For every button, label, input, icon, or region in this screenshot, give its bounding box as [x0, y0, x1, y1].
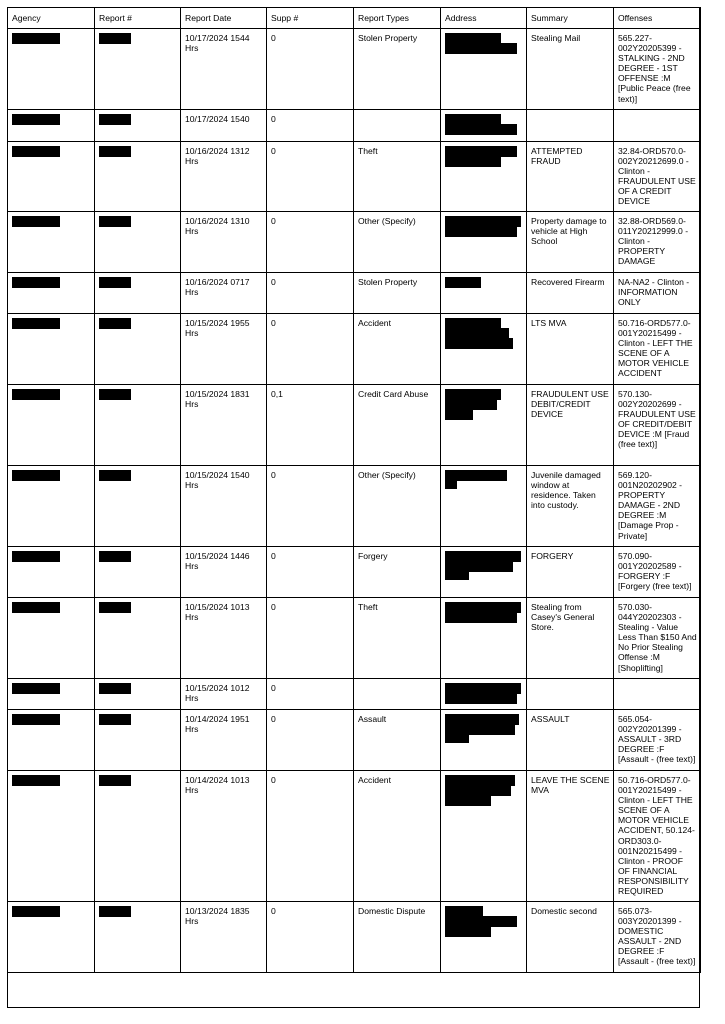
cell-offenses — [614, 547, 701, 598]
report-date-text: 10/17/2024 1540 — [185, 114, 250, 124]
offenses-text: 32.84-ORD570.0-002Y20212699.0 - Clinton - FRAUDULENT USE OF A CREDIT DEVICE — [618, 146, 696, 207]
cell-summary — [527, 547, 614, 598]
cell-summary — [527, 466, 614, 547]
cell-report-date — [181, 273, 267, 314]
cell-supp-number — [267, 710, 354, 771]
offenses-text: 32.88-ORD569.0-011Y20212999.0 - Clinton - PROPERTY DAMAGE — [618, 216, 689, 267]
address-redaction — [445, 146, 523, 167]
cell-offenses — [614, 29, 701, 110]
table-row — [8, 273, 701, 314]
report-type-text: Other (Specify) — [358, 216, 416, 226]
cell-report-date — [181, 902, 267, 973]
cell-agency — [8, 547, 95, 598]
offenses-text: 50.716-ORD577.0-001Y20215499 - Clinton - LEFT THE SCENE OF A MOTOR VEHICLE ACCIDENT — [618, 318, 693, 379]
report-type-text: Forgery — [358, 551, 388, 561]
cell-agency — [8, 598, 95, 679]
report-type-text: Stolen Property — [358, 277, 418, 287]
cell-report-type — [354, 679, 441, 710]
cell-agency — [8, 385, 95, 466]
cell-supp-number — [267, 547, 354, 598]
summary-text: Stealing Mail — [531, 33, 581, 43]
report-number-redaction — [99, 602, 131, 613]
report-date-text: 10/16/2024 1310 Hrs — [185, 216, 250, 237]
cell-address — [441, 29, 527, 110]
redaction-bar — [445, 926, 491, 937]
agency-redaction — [12, 277, 60, 288]
cell-address — [441, 547, 527, 598]
supp-number-text: 0,1 — [271, 389, 283, 399]
cell-report-type — [354, 212, 441, 273]
table-row — [8, 314, 701, 385]
cell-report-date — [181, 142, 267, 212]
redaction-bar — [445, 480, 457, 489]
address-redaction — [445, 277, 523, 288]
report-number-redaction — [99, 277, 131, 288]
cell-summary — [527, 110, 614, 142]
supp-number-text: 0 — [271, 470, 276, 480]
agency-redaction — [12, 114, 60, 125]
cell-report-number — [95, 314, 181, 385]
col-header-agency: Agency — [8, 8, 95, 29]
report-date-text: 10/15/2024 1012 Hrs — [185, 683, 250, 704]
cell-summary — [527, 142, 614, 212]
cell-report-date — [181, 212, 267, 273]
cell-agency — [8, 466, 95, 547]
cell-report-date — [181, 110, 267, 142]
summary-text: Domestic second — [531, 906, 597, 916]
cell-address — [441, 710, 527, 771]
cell-report-number — [95, 902, 181, 973]
cell-summary — [527, 314, 614, 385]
cell-report-date — [181, 547, 267, 598]
supp-number-text: 0 — [271, 714, 276, 724]
cell-report-date — [181, 679, 267, 710]
cell-report-number — [95, 710, 181, 771]
report-number-redaction — [99, 33, 131, 44]
cell-supp-number — [267, 273, 354, 314]
report-number-redaction — [99, 146, 131, 157]
cell-offenses — [614, 212, 701, 273]
report-type-text: Other (Specify) — [358, 470, 416, 480]
cell-agency — [8, 212, 95, 273]
cell-report-number — [95, 142, 181, 212]
report-date-text: 10/15/2024 1540 Hrs — [185, 470, 250, 491]
report-number-redaction — [99, 389, 131, 400]
summary-text: Recovered Firearm — [531, 277, 605, 287]
agency-redaction — [12, 602, 60, 613]
cell-agency — [8, 679, 95, 710]
redaction-bar — [445, 795, 491, 806]
cell-report-number — [95, 110, 181, 142]
cell-report-date — [181, 710, 267, 771]
table-row — [8, 142, 701, 212]
offenses-text: 570.090-001Y20202589 - FORGERY :F [Forgery (free text)] — [618, 551, 692, 592]
summary-text: LEAVE THE SCENE MVA — [531, 775, 610, 796]
report-table — [7, 7, 701, 973]
report-type-text: Credit Card Abuse — [358, 389, 429, 399]
cell-report-date — [181, 466, 267, 547]
col-header-summary: Summary — [527, 8, 614, 29]
agency-redaction — [12, 318, 60, 329]
address-redaction — [445, 551, 523, 580]
offenses-text: 570.030-044Y20202303 - Stealing - Value Less Than $150 And No Prior Stealing Offense :M [Shoplifting] — [618, 602, 697, 673]
report-date-text: 10/14/2024 1951 Hrs — [185, 714, 250, 735]
cell-report-type — [354, 385, 441, 466]
agency-redaction — [12, 146, 60, 157]
report-number-redaction — [99, 714, 131, 725]
cell-address — [441, 598, 527, 679]
agency-redaction — [12, 216, 60, 227]
summary-text: FRAUDULENT USE DEBIT/CREDIT DEVICE — [531, 389, 609, 420]
cell-report-number — [95, 29, 181, 110]
cell-supp-number — [267, 902, 354, 973]
cell-report-type — [354, 110, 441, 142]
supp-number-text: 0 — [271, 318, 276, 328]
offenses-text: 50.716-ORD577.0-001Y20215499 - Clinton - LEFT THE SCENE OF A MOTOR VEHICLE ACCIDENT, 50.124-ORD303.0-001N20215499 - Clinton - PROOF OF FINANCIAL RESPONSIBILITY REQUIRED — [618, 775, 695, 897]
cell-address — [441, 902, 527, 973]
report-type-text: Domestic Dispute — [358, 906, 426, 916]
summary-text: ASSAULT — [531, 714, 570, 724]
redaction-bar — [445, 409, 473, 420]
supp-number-text: 0 — [271, 277, 276, 287]
address-redaction — [445, 906, 523, 937]
report-date-text: 10/15/2024 1831 Hrs — [185, 389, 250, 410]
cell-address — [441, 314, 527, 385]
cell-summary — [527, 212, 614, 273]
report-date-text: 10/13/2024 1835 Hrs — [185, 906, 250, 927]
cell-supp-number — [267, 29, 354, 110]
cell-report-number — [95, 679, 181, 710]
summary-text: Property damage to vehicle at High School — [531, 216, 607, 247]
redaction-bar — [445, 734, 469, 743]
cell-report-type — [354, 902, 441, 973]
redaction-bar — [445, 612, 517, 623]
report-number-redaction — [99, 775, 131, 786]
cell-offenses — [614, 273, 701, 314]
cell-report-type — [354, 29, 441, 110]
address-redaction — [445, 775, 523, 806]
redaction-bar — [445, 226, 517, 237]
supp-number-text: 0 — [271, 683, 276, 693]
cell-supp-number — [267, 679, 354, 710]
offenses-text: 565.227-002Y20205399 - STALKING - 2ND DEGREE - 1ST OFFENSE :M [Public Peace (free text)] — [618, 33, 691, 104]
cell-address — [441, 385, 527, 466]
agency-redaction — [12, 551, 60, 562]
cell-summary — [527, 273, 614, 314]
report-date-text: 10/16/2024 1312 Hrs — [185, 146, 250, 167]
supp-number-text: 0 — [271, 146, 276, 156]
redaction-bar — [445, 277, 481, 288]
cell-report-number — [95, 547, 181, 598]
agency-redaction — [12, 775, 60, 786]
cell-report-type — [354, 314, 441, 385]
cell-summary — [527, 710, 614, 771]
report-type-text: Accident — [358, 775, 391, 785]
report-date-text: 10/14/2024 1013 Hrs — [185, 775, 250, 796]
cell-report-type — [354, 142, 441, 212]
cell-offenses — [614, 142, 701, 212]
offenses-text: 570.130-002Y20202699 - FRAUDULENT USE OF CREDIT/DEBIT DEVICE :M [Fraud (free text)] — [618, 389, 696, 450]
report-type-text: Assault — [358, 714, 387, 724]
cell-offenses — [614, 679, 701, 710]
cell-summary — [527, 771, 614, 902]
cell-agency — [8, 902, 95, 973]
agency-redaction — [12, 714, 60, 725]
cell-report-date — [181, 771, 267, 902]
cell-agency — [8, 110, 95, 142]
col-header-report-types: Report Types — [354, 8, 441, 29]
cell-address — [441, 679, 527, 710]
agency-redaction — [12, 33, 60, 44]
table-row — [8, 679, 701, 710]
cell-report-type — [354, 273, 441, 314]
cell-agency — [8, 142, 95, 212]
summary-text: Juvenile damaged window at residence. Taken into custody. — [531, 470, 601, 511]
cell-report-date — [181, 29, 267, 110]
address-redaction — [445, 33, 523, 54]
cell-supp-number — [267, 110, 354, 142]
table-row — [8, 212, 701, 273]
report-number-redaction — [99, 216, 131, 227]
table-row — [8, 385, 701, 466]
header-row — [8, 8, 701, 29]
cell-report-type — [354, 598, 441, 679]
cell-report-number — [95, 466, 181, 547]
summary-text: LTS MVA — [531, 318, 567, 328]
summary-text: Stealing from Casey's General Store. — [531, 602, 595, 633]
cell-agency — [8, 29, 95, 110]
address-redaction — [445, 602, 523, 623]
cell-offenses — [614, 598, 701, 679]
col-header-report-date: Report Date — [181, 8, 267, 29]
cell-supp-number — [267, 385, 354, 466]
report-date-text: 10/15/2024 1955 Hrs — [185, 318, 250, 339]
summary-text: FORGERY — [531, 551, 574, 561]
offenses-text: 565.054-002Y20201399 - ASSAULT - 3RD DEGREE :F [Assault - (free text)] — [618, 714, 696, 765]
cell-report-number — [95, 385, 181, 466]
cell-summary — [527, 598, 614, 679]
address-redaction — [445, 683, 523, 704]
redaction-bar — [445, 124, 517, 135]
report-type-text: Theft — [358, 602, 378, 612]
cell-report-type — [354, 466, 441, 547]
table-row — [8, 771, 701, 902]
cell-address — [441, 212, 527, 273]
redaction-bar — [445, 338, 513, 349]
cell-agency — [8, 314, 95, 385]
cell-report-date — [181, 385, 267, 466]
cell-offenses — [614, 314, 701, 385]
cell-offenses — [614, 110, 701, 142]
cell-report-number — [95, 598, 181, 679]
col-header-supp-number: Supp # — [267, 8, 354, 29]
agency-redaction — [12, 470, 60, 481]
offenses-text: NA-NA2 - Clinton - INFORMATION ONLY — [618, 277, 690, 308]
table-row — [8, 547, 701, 598]
agency-redaction — [12, 389, 60, 400]
report-number-redaction — [99, 318, 131, 329]
cell-report-number — [95, 212, 181, 273]
offenses-text: 565.073-003Y20201399 - DOMESTIC ASSAULT - 2ND DEGREE :F [Assault - (free text)] — [618, 906, 696, 967]
cell-supp-number — [267, 212, 354, 273]
cell-supp-number — [267, 466, 354, 547]
redaction-bar — [445, 43, 517, 54]
table-row — [8, 29, 701, 110]
cell-report-type — [354, 710, 441, 771]
cell-offenses — [614, 385, 701, 466]
table-row — [8, 598, 701, 679]
report-number-redaction — [99, 551, 131, 562]
address-redaction — [445, 389, 523, 420]
col-header-address: Address — [441, 8, 527, 29]
cell-offenses — [614, 902, 701, 973]
cell-offenses — [614, 710, 701, 771]
supp-number-text: 0 — [271, 551, 276, 561]
cell-report-number — [95, 771, 181, 902]
cell-summary — [527, 29, 614, 110]
cell-summary — [527, 385, 614, 466]
report-number-redaction — [99, 683, 131, 694]
cell-report-date — [181, 598, 267, 679]
redaction-bar — [445, 156, 501, 167]
table-row — [8, 902, 701, 973]
supp-number-text: 0 — [271, 114, 276, 124]
address-redaction — [445, 216, 523, 237]
col-header-report-number: Report # — [95, 8, 181, 29]
cell-report-type — [354, 771, 441, 902]
report-type-text: Accident — [358, 318, 391, 328]
report-type-text: Theft — [358, 146, 378, 156]
agency-redaction — [12, 683, 60, 694]
agency-redaction — [12, 906, 60, 917]
cell-agency — [8, 710, 95, 771]
table-row — [8, 710, 701, 771]
address-redaction — [445, 318, 523, 349]
cell-report-date — [181, 314, 267, 385]
supp-number-text: 0 — [271, 906, 276, 916]
cell-report-number — [95, 273, 181, 314]
report-number-redaction — [99, 470, 131, 481]
summary-text: ATTEMPTED FRAUD — [531, 146, 583, 167]
report-number-redaction — [99, 114, 131, 125]
cell-agency — [8, 771, 95, 902]
cell-supp-number — [267, 598, 354, 679]
redaction-bar — [445, 693, 517, 704]
cell-address — [441, 771, 527, 902]
cell-address — [441, 110, 527, 142]
address-redaction — [445, 714, 523, 743]
cell-summary — [527, 679, 614, 710]
report-date-text: 10/15/2024 1013 Hrs — [185, 602, 250, 623]
supp-number-text: 0 — [271, 33, 276, 43]
cell-agency — [8, 273, 95, 314]
table-row — [8, 466, 701, 547]
cell-supp-number — [267, 142, 354, 212]
cell-offenses — [614, 466, 701, 547]
report-date-text: 10/17/2024 1544 Hrs — [185, 33, 250, 54]
cell-summary — [527, 902, 614, 973]
address-redaction — [445, 470, 523, 489]
supp-number-text: 0 — [271, 602, 276, 612]
cell-supp-number — [267, 314, 354, 385]
report-type-text: Stolen Property — [358, 33, 418, 43]
redaction-bar — [445, 571, 469, 580]
cell-address — [441, 142, 527, 212]
supp-number-text: 0 — [271, 775, 276, 785]
cell-supp-number — [267, 771, 354, 902]
cell-address — [441, 466, 527, 547]
offenses-text: 569.120-001N20202902 - PROPERTY DAMAGE - 2ND DEGREE :M [Damage Prop - Private] — [618, 470, 683, 541]
report-number-redaction — [99, 906, 131, 917]
table-row — [8, 110, 701, 142]
supp-number-text: 0 — [271, 216, 276, 226]
cell-report-type — [354, 547, 441, 598]
address-redaction — [445, 114, 523, 135]
report-date-text: 10/15/2024 1446 Hrs — [185, 551, 250, 572]
report-date-text: 10/16/2024 0717 Hrs — [185, 277, 250, 298]
cell-offenses — [614, 771, 701, 902]
col-header-offenses: Offenses — [614, 8, 701, 29]
cell-address — [441, 273, 527, 314]
